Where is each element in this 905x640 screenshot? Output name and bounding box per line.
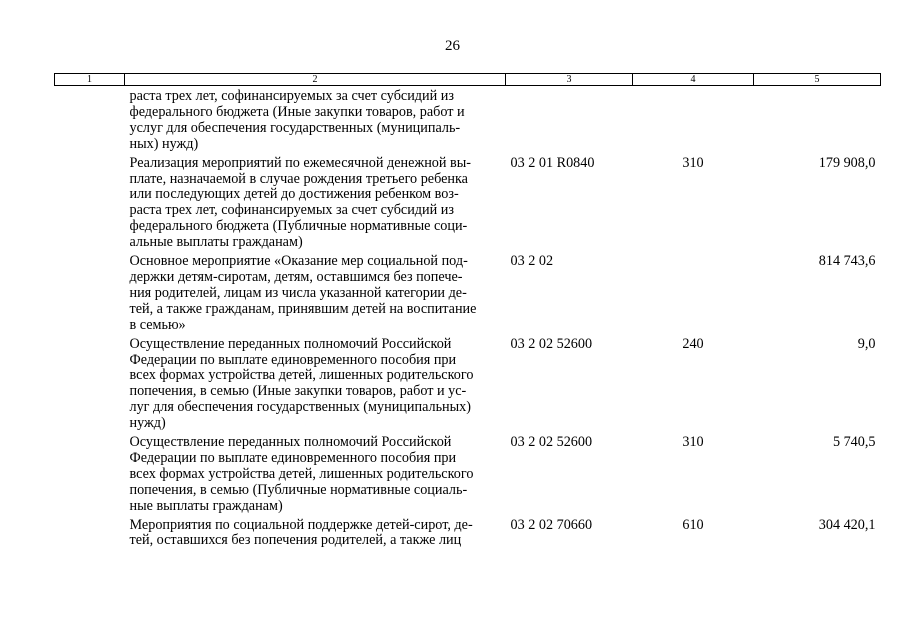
description-line: или последующих детей до достижения ребенком воз- — [129, 186, 459, 203]
header-col-5: 5 — [754, 74, 881, 86]
description-line: в семью» — [129, 316, 186, 333]
row-number-cell — [55, 515, 125, 550]
row-description — [125, 515, 506, 550]
row-amount: 179 908,0 — [818, 154, 876, 171]
header-col-1: 1 — [55, 74, 125, 86]
row-code: 03 2 01 R0840 — [510, 154, 595, 171]
row-amount: 9,0 — [857, 335, 876, 352]
header-col-4: 4 — [633, 74, 754, 86]
description-line: луг для обеспечения государственных (муниципальных) — [129, 399, 471, 416]
row-code — [506, 86, 633, 153]
row-description — [125, 432, 506, 515]
table-row — [55, 251, 881, 334]
table-row — [55, 86, 881, 153]
description-line: Мероприятия по социальной поддержке детей-сирот, де- — [129, 516, 473, 533]
row-number-cell — [55, 334, 125, 432]
row-number-cell — [55, 153, 125, 251]
page-number: 26 — [445, 38, 460, 54]
row-amount: 5 740,5 — [832, 434, 876, 451]
table-body — [55, 86, 881, 550]
description-line: Основное мероприятие «Оказание мер социальной под- — [129, 253, 468, 270]
description-line: альные выплаты гражданам) — [129, 234, 303, 251]
description-line: ные выплаты гражданам) — [129, 497, 283, 514]
description-line: раста трех лет, софинансируемых за счет субсидий из — [129, 88, 454, 104]
description-line: федерального бюджета (Публичные нормативные соци- — [129, 218, 468, 235]
table-header — [55, 74, 881, 86]
description-line: попечения, в семью (Иные закупки товаров, работ и ус- — [129, 383, 467, 400]
description-line: плате, назначаемой в случае рождения третьего ребенка — [129, 170, 468, 187]
description-line: Осуществление переданных полномочий Российской — [129, 335, 452, 352]
header-col-2: 2 — [125, 74, 506, 86]
budget-table — [54, 73, 881, 549]
row-code: 03 2 02 52600 — [510, 335, 593, 352]
row-description — [125, 251, 506, 334]
row-number-cell — [55, 251, 125, 334]
row-amount: 814 743,6 — [818, 253, 876, 270]
description-line: раста трех лет, софинансируемых за счет субсидий из — [129, 202, 454, 219]
description-line: нужд) — [129, 415, 166, 432]
row-code: 03 2 02 52600 — [510, 434, 593, 451]
description-line: Осуществление переданных полномочий Российской — [129, 434, 452, 451]
description-line: услуг для обеспечения государственных (муниципаль- — [129, 119, 461, 136]
description-line: Реализация мероприятий по ежемесячной денежной вы- — [129, 154, 471, 171]
table-row — [55, 515, 881, 550]
description-line: всех формах устройства детей, лишенных родительского — [129, 465, 474, 482]
row-description — [125, 334, 506, 432]
row-description — [125, 153, 506, 251]
header-col-3: 3 — [506, 74, 633, 86]
row-code: 03 2 02 70660 — [510, 516, 593, 533]
description-line: тей, оставшихся без попечения родителей, а также лиц — [129, 532, 462, 549]
row-expense-type: 310 — [682, 434, 704, 451]
table-row — [55, 153, 881, 251]
row-number-cell — [55, 86, 125, 153]
row-amount: 304 420,1 — [818, 516, 876, 533]
description-line: держки детям-сиротам, детям, оставшимся без попече- — [129, 268, 463, 285]
description-line: всех формах устройства детей, лишенных родительского — [129, 367, 474, 384]
row-expense-type — [633, 86, 754, 153]
description-line: попечения, в семью (Публичные нормативные социаль- — [129, 481, 468, 498]
row-expense-type — [633, 251, 754, 334]
description-line: тей, а также гражданам, принявшим детей на воспитание — [129, 300, 477, 317]
row-expense-type: 610 — [682, 516, 704, 533]
row-code: 03 2 02 — [510, 253, 554, 270]
description-line: ния родителей, лицам из числа указанной категории де- — [129, 284, 467, 301]
description-line: ных) нужд) — [129, 135, 199, 152]
description-line: Федерации по выплате единовременного пособия при — [129, 351, 457, 368]
description-line: Федерации по выплате единовременного пособия при — [129, 449, 457, 466]
row-expense-type: 240 — [682, 335, 704, 352]
row-expense-type: 310 — [682, 154, 704, 171]
table-row — [55, 334, 881, 432]
row-description — [125, 86, 506, 153]
row-number-cell — [55, 432, 125, 515]
description-line: федерального бюджета (Иные закупки товаров, работ и — [129, 103, 465, 120]
table-row — [55, 432, 881, 515]
row-amount — [754, 86, 881, 153]
